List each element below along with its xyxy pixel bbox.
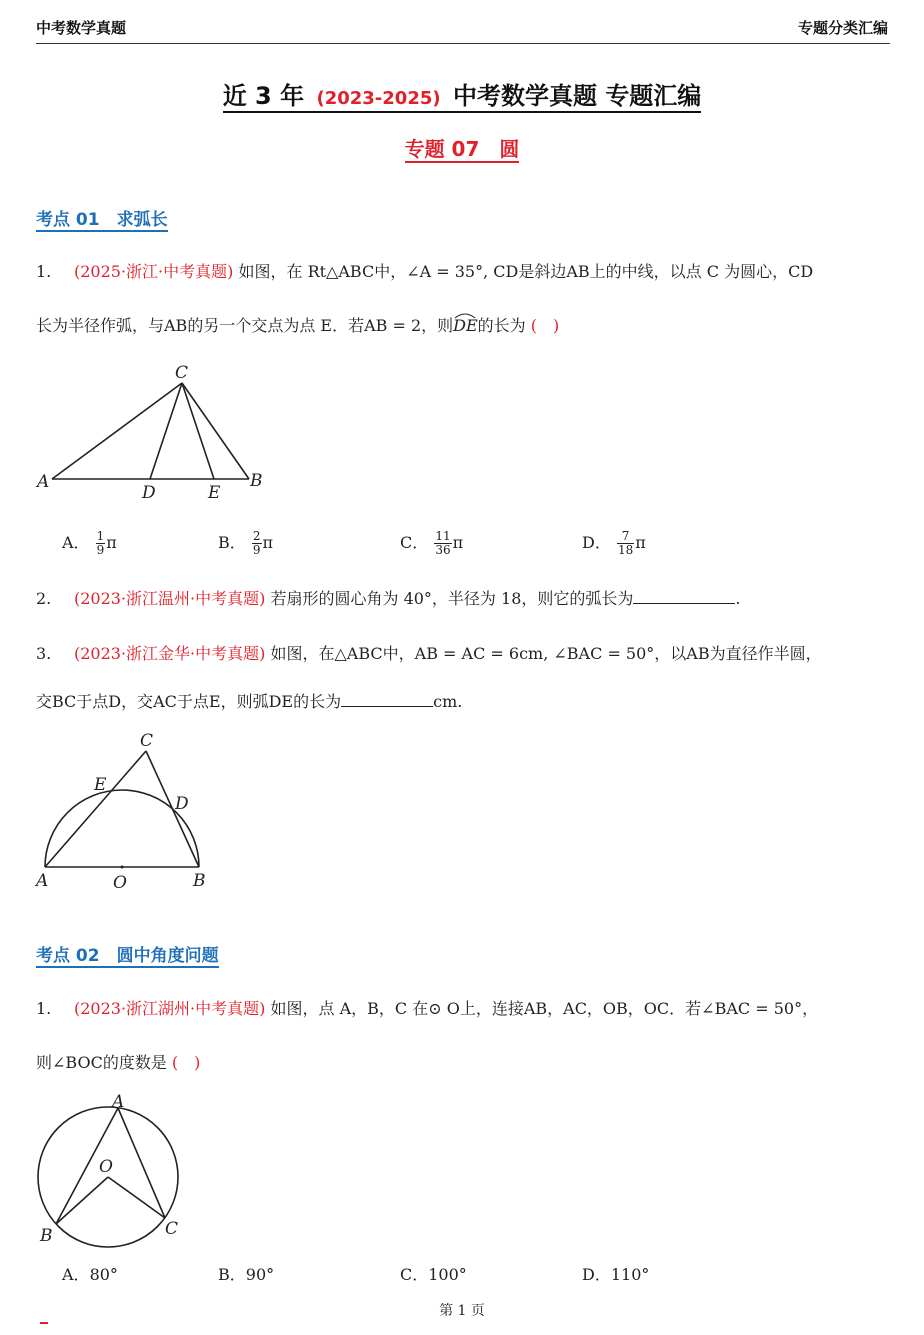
- header-right: 专题分类汇编: [797, 19, 888, 37]
- section-heading-1-text: 考点 01 求弧长: [36, 210, 168, 230]
- q1-text1: 如图，在 Rt△ABC中，∠A = 35°, CD是斜边AB上的中线，以点 C 为圆心，CD: [238, 262, 814, 281]
- q1-line2: [36, 313, 559, 336]
- q4-option-d[interactable]: [582, 1262, 649, 1285]
- section-heading-2: [36, 941, 219, 966]
- q4-segment-ob: [56, 1177, 108, 1224]
- title-main: 中考数学真题: [452, 82, 597, 110]
- q4-text2: 则∠BOC的度数是: [36, 1053, 167, 1072]
- q3-segment-ac: [45, 751, 146, 867]
- frac-num: 7: [617, 530, 634, 544]
- q1-option-a-tail: π: [106, 533, 117, 552]
- q1-option-c-letter: C．: [400, 533, 429, 552]
- q1-option-c[interactable]: [400, 530, 463, 557]
- topic-subtitle: [0, 133, 924, 162]
- frac-den: 18: [617, 543, 634, 557]
- arc-mark-icon: [454, 311, 476, 319]
- q3-center-dot: [121, 866, 124, 869]
- q2-end: .: [735, 589, 741, 608]
- q1-text2b: 的长为: [477, 316, 526, 335]
- q1-option-d-fraction: [617, 530, 634, 557]
- q1-answer-paren: ( ): [530, 316, 560, 335]
- q3-label-e: E: [94, 775, 107, 795]
- q1-option-d-letter: D．: [582, 533, 611, 552]
- q1-option-c-tail: π: [452, 533, 464, 552]
- q1-source: (2025·浙江·中考真题): [74, 262, 234, 281]
- q1-arc: [453, 316, 478, 335]
- title-suffix: 专题汇编: [605, 82, 702, 110]
- q1-segment-cb: [182, 383, 249, 479]
- q1-triangle-figure: [30, 358, 280, 508]
- q3-label-o: O: [113, 873, 127, 893]
- footer-mark: [40, 1322, 48, 1324]
- frac-num: 1: [96, 529, 105, 543]
- frac-den: 36: [435, 543, 451, 557]
- q4-option-c-letter: C．: [400, 1265, 429, 1284]
- q4-option-b-text: 90°: [245, 1265, 275, 1284]
- q3-line1: [36, 641, 822, 664]
- q4-option-d-letter: D．: [582, 1265, 611, 1284]
- q4-label-o: O: [99, 1157, 113, 1177]
- q1-option-b[interactable]: [218, 530, 273, 557]
- q1-label-c: C: [175, 363, 189, 383]
- q1-label-e: E: [208, 483, 221, 503]
- q1-text2a: 长为半径作弧，与AB的另一个交点为点 E．若AB = 2，则: [36, 316, 454, 335]
- q4-answer-paren: ( ): [171, 1053, 201, 1072]
- section-heading-2-text: 考点 02 圆中角度问题: [36, 946, 219, 966]
- q3-label-d: D: [175, 794, 189, 814]
- q1-option-c-fraction: [434, 530, 451, 557]
- q1-option-d-tail: π: [635, 533, 646, 552]
- page-title: [0, 76, 924, 111]
- q4-circle-figure: [30, 1088, 190, 1253]
- q3-text2: 交BC于点D，交AC于点E，则弧DE的长为: [36, 692, 342, 711]
- q4-label-b: B: [40, 1226, 53, 1246]
- q1-label-d: D: [142, 483, 156, 503]
- topic-subtitle-text: 专题 07 圆: [404, 137, 520, 161]
- page-number: 第 1 页: [439, 1303, 485, 1319]
- q4-line2: [36, 1050, 200, 1073]
- q3-label-c: C: [140, 731, 154, 751]
- q1-arc-text: DE: [453, 316, 478, 335]
- header-left: 中考数学真题: [36, 19, 127, 37]
- q3-label-b: B: [193, 871, 206, 891]
- q4-option-a-text: 80°: [89, 1265, 118, 1284]
- frac-num: 11: [435, 529, 451, 543]
- q2-text: 若扇形的圆心角为 40°，半径为 18，则它的弧长为: [270, 589, 634, 608]
- title-years: (2023-2025): [316, 88, 441, 109]
- header-divider: [36, 43, 890, 44]
- q4-line1: [36, 996, 818, 1019]
- q4-source: (2023·浙江湖州·中考真题): [74, 999, 266, 1018]
- q3-line2: [36, 689, 462, 712]
- q4-option-c[interactable]: [400, 1262, 467, 1285]
- q4-option-d-text: 110°: [610, 1265, 650, 1284]
- q4-text1: 如图，点 A，B，C 在⊙ O上，连接AB，AC，OB，OC．若∠BAC = 50°，: [270, 999, 819, 1018]
- q1-label-b: B: [250, 471, 263, 491]
- q2-number: 2.: [36, 589, 52, 608]
- q4-option-c-text: 100°: [428, 1265, 467, 1284]
- q1-option-a[interactable]: [62, 530, 117, 557]
- q1-line1: [36, 259, 813, 282]
- q3-end: cm.: [433, 692, 463, 711]
- q4-number: 1.: [36, 999, 52, 1018]
- q2-line: [36, 586, 740, 609]
- q1-segment-cd: [150, 383, 182, 479]
- q1-segment-ac: [52, 383, 182, 479]
- q3-source: (2023·浙江金华·中考真题): [74, 644, 266, 663]
- frac-num: 2: [252, 529, 261, 543]
- q3-answer-blank[interactable]: [341, 692, 433, 707]
- section-heading-1: [36, 205, 168, 230]
- q1-option-b-letter: B．: [218, 533, 246, 552]
- q3-number: 3.: [36, 644, 52, 663]
- frac-den: 9: [96, 543, 105, 557]
- frac-den: 9: [252, 543, 261, 557]
- title-prefix: 近 3 年: [222, 82, 305, 110]
- q1-option-d[interactable]: [582, 530, 646, 557]
- q1-option-a-letter: A．: [62, 533, 90, 552]
- q2-answer-blank[interactable]: [633, 589, 735, 604]
- q1-segment-ce: [182, 383, 214, 479]
- q1-number: 1.: [36, 262, 52, 281]
- q3-semicircle-figure: [30, 728, 220, 898]
- q4-option-a-letter: A．: [62, 1265, 90, 1284]
- q4-option-b[interactable]: [218, 1262, 274, 1285]
- q3-text1: 如图，在△ABC中，AB = AC = 6cm, ∠BAC = 50°，以AB为直径作半圆，: [270, 644, 822, 663]
- q4-option-b-letter: B．: [218, 1265, 246, 1284]
- q1-option-a-fraction: [96, 530, 106, 557]
- q1-option-b-tail: π: [262, 533, 274, 552]
- q2-source: (2023·浙江温州·中考真题): [74, 589, 266, 608]
- q4-label-a: A: [112, 1092, 125, 1112]
- q4-label-c: C: [165, 1219, 179, 1239]
- q3-segment-cb: [146, 751, 199, 867]
- q3-label-a: A: [36, 871, 49, 891]
- q1-label-a: A: [37, 472, 50, 492]
- q1-option-b-fraction: [252, 530, 262, 557]
- q4-option-a[interactable]: [62, 1262, 118, 1285]
